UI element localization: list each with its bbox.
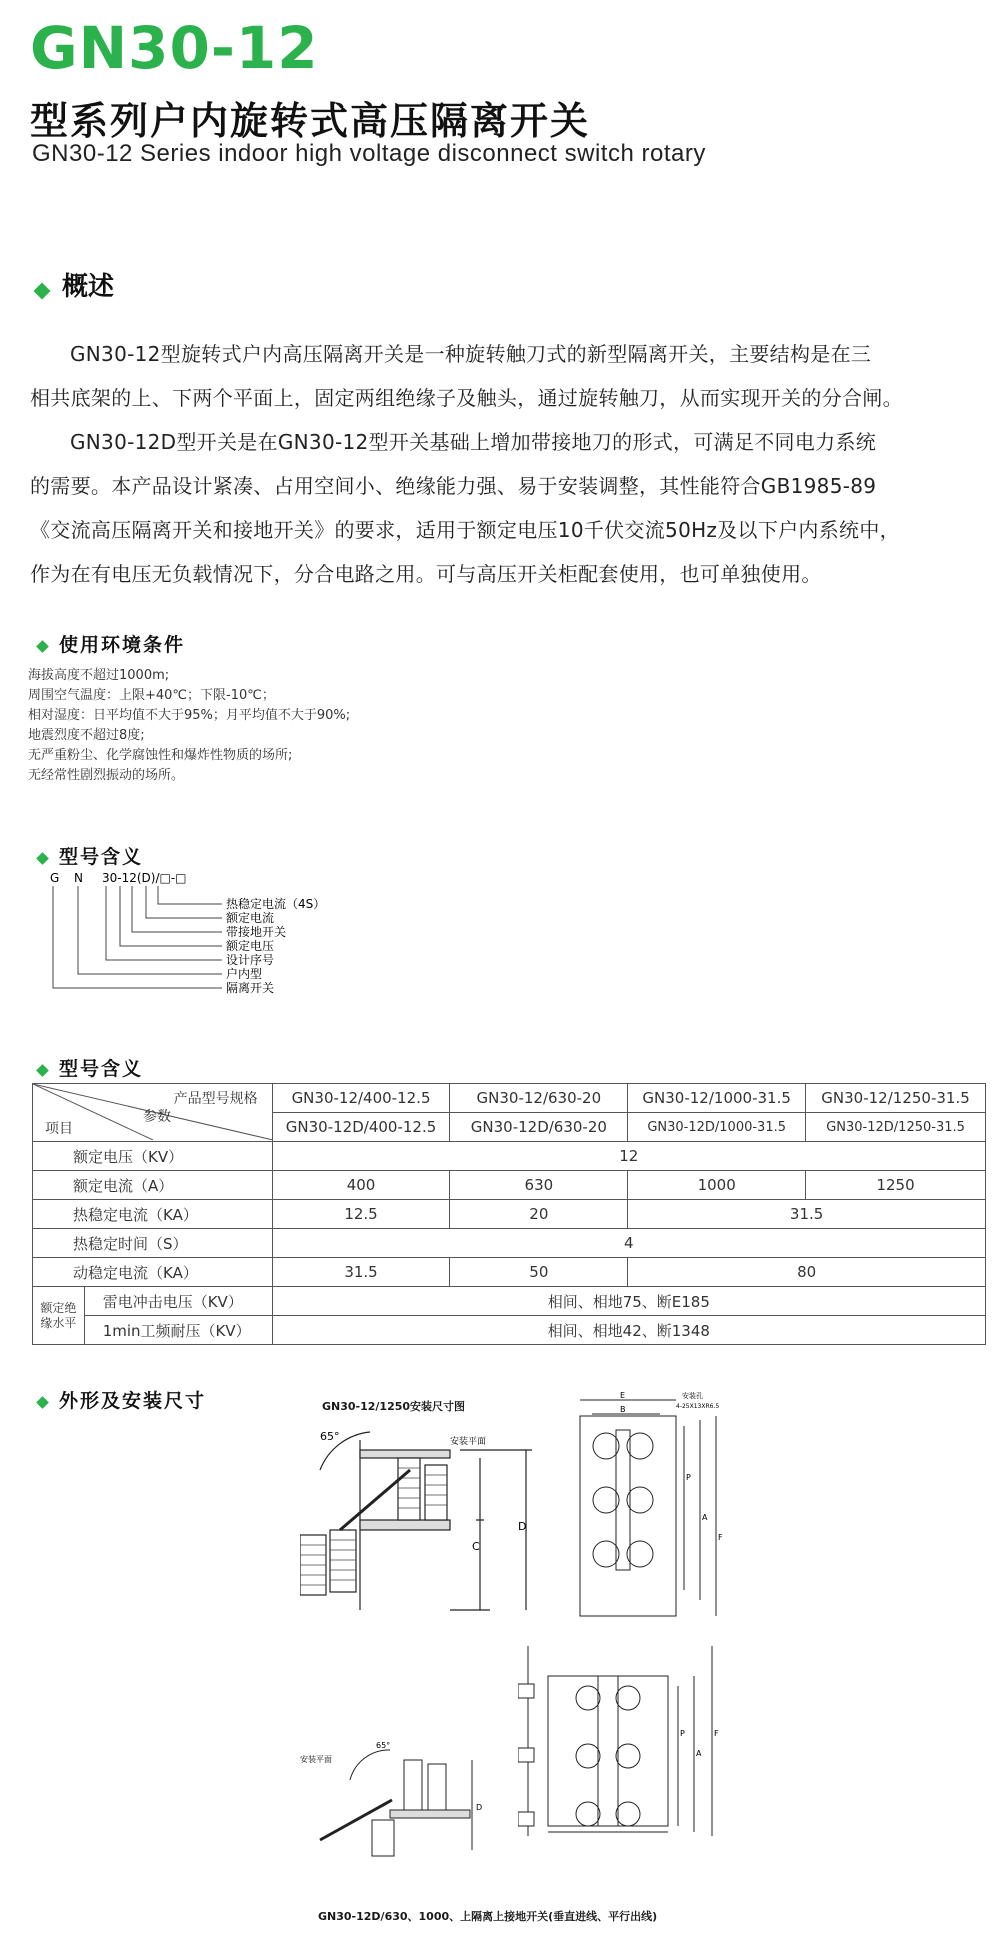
figure2-side-view: [300, 1740, 490, 1860]
mount-plane-label-2: 安装平面: [300, 1755, 332, 1764]
code-label: 户内型: [226, 967, 263, 981]
code-label: 隔离开关: [226, 981, 275, 995]
subtitle-english: GN30-12 Series indoor high voltage disconnect switch rotary: [32, 140, 706, 167]
table-group-cell: 额定绝缘水平: [33, 1287, 85, 1345]
table-row: [33, 1229, 986, 1258]
diamond-bullet-icon: [34, 282, 51, 299]
table-cell: 80: [628, 1258, 986, 1287]
table-cell: 雷电冲击电压（KV）: [84, 1287, 272, 1316]
figure1-side-view: [300, 1410, 560, 1620]
dim-letter-d: D: [518, 1520, 527, 1533]
table-cell: GN30-12/400-12.5: [272, 1084, 450, 1113]
table-cell: GN30-12/630-20: [450, 1084, 628, 1113]
code-leader-lines: [53, 886, 222, 988]
dim-letter-f: F: [718, 1533, 723, 1542]
table-cell: GN30-12/1250-31.5: [806, 1084, 986, 1113]
overview-paragraphs: [30, 332, 970, 596]
table-cell: GN30-12D/1000-31.5: [628, 1113, 806, 1142]
subtitle-chinese: 型系列户内旋转式高压隔离开关: [30, 99, 591, 143]
angle-label-2: 65°: [376, 1741, 391, 1750]
figure1-caption: GN30-12/1250安装尺寸图: [322, 1400, 466, 1413]
dim-letter-a: A: [702, 1513, 708, 1522]
table-cell: 动稳定电流（KA）: [33, 1258, 273, 1287]
code-label: 设计序号: [226, 953, 275, 967]
environment-item: 相对湿度：日平均值不大于95%；月平均值不大于90%;: [28, 708, 351, 723]
environment-item: 海拔高度不超过1000m;: [28, 668, 170, 683]
table-cell: GN30-12D/400-12.5: [272, 1113, 450, 1142]
table-cell: 12: [272, 1142, 985, 1171]
table-row: [33, 1287, 986, 1316]
overview-heading-text: 概述: [62, 272, 115, 302]
table-row: [33, 1142, 986, 1171]
dim-letter-e: E: [620, 1391, 626, 1400]
corner-product-label: 产品型号规格: [173, 1091, 258, 1107]
environment-item: 地震烈度不超过8度;: [28, 728, 145, 743]
model-code-diagram: [40, 868, 440, 1018]
table-cell: 31.5: [628, 1200, 986, 1229]
table-cell: 20: [450, 1200, 628, 1229]
table-row: [33, 1258, 986, 1287]
dimensions-heading: [38, 1386, 206, 1413]
corner-param-label: 参数: [143, 1109, 171, 1125]
table-cell: 额定电压（KV）: [33, 1142, 273, 1171]
environment-heading-text: 使用环境条件: [59, 634, 186, 656]
code-label: 带接地开关: [226, 925, 287, 939]
table-cell: 热稳定电流（KA）: [33, 1200, 273, 1229]
diamond-bullet-icon: [36, 1064, 49, 1077]
table-cell: 50: [450, 1258, 628, 1287]
hole-spec: 4-25X13XR6.5: [676, 1403, 720, 1410]
table-cell: GN30-12/1000-31.5: [628, 1084, 806, 1113]
environment-item: 无严重粉尘、化学腐蚀性和爆炸性物质的场所;: [28, 748, 293, 763]
overview-line: GN30-12型旋转式户内高压隔离开关是一种旋转触刀式的新型隔离开关，主要结构是在三: [70, 342, 872, 366]
code-label: 额定电压: [226, 939, 275, 953]
code-suffix: 30-12(D)/□-□: [102, 871, 187, 885]
table-cell: 1min工频耐压（KV）: [84, 1316, 272, 1345]
table-cell: 400: [272, 1171, 450, 1200]
table-cell: 额定电流（A）: [33, 1171, 273, 1200]
environment-list: [28, 666, 350, 786]
table-cell: GN30-12D/630-20: [450, 1113, 628, 1142]
table-row: [33, 1316, 986, 1345]
table-cell: 热稳定时间（S）: [33, 1229, 273, 1258]
angle-label: 65°: [320, 1430, 340, 1443]
dim-letter-d2: D: [476, 1803, 483, 1812]
code-letter-n: N: [74, 871, 83, 885]
code-letter-g: G: [50, 871, 60, 885]
table-cell: 31.5: [272, 1258, 450, 1287]
diamond-bullet-icon: [36, 640, 49, 653]
model-code-heading-text: 型号含义: [59, 846, 144, 868]
spec-heading-text: 型号含义: [59, 1058, 144, 1080]
spec-heading: [38, 1054, 143, 1081]
table-row: [33, 1171, 986, 1200]
dim-letter-a2: A: [696, 1749, 702, 1758]
figure2-front-view: [518, 1636, 728, 1846]
figure1-top-view: [570, 1390, 730, 1620]
table-cell: 630: [450, 1171, 628, 1200]
model-code-heading: [38, 842, 143, 869]
dim-letter-b: B: [620, 1405, 626, 1414]
corner-item-label: 项目: [45, 1121, 73, 1137]
overview-line: GN30-12D型开关是在GN30-12型开关基础上增加带接地刀的形式，可满足不同电力系统: [70, 430, 877, 454]
environment-item: 周围空气温度：上限+40℃；下限-10℃；: [28, 688, 275, 703]
dimensions-heading-text: 外形及安装尺寸: [59, 1390, 207, 1412]
model-title: GN30-12: [30, 14, 319, 82]
dim-letter-p: P: [686, 1473, 691, 1482]
mount-plane-label: 安装平面: [450, 1437, 487, 1447]
diamond-bullet-icon: [36, 852, 49, 865]
spec-table: [32, 1083, 986, 1345]
diamond-bullet-icon: [36, 1396, 49, 1409]
overview-line: 《交流高压隔离开关和接地开关》的要求，适用于额定电压10千伏交流50Hz及以下户内系统中，: [30, 518, 900, 542]
table-cell: 1250: [806, 1171, 986, 1200]
table-row: [33, 1084, 986, 1113]
table-cell: 12.5: [272, 1200, 450, 1229]
table-corner-cell: [33, 1084, 273, 1142]
table-row: [33, 1200, 986, 1229]
table-cell: 4: [272, 1229, 985, 1258]
figure2-caption: GN30-12D/630、1000、上隔离上接地开关(垂直进线、平行出线): [318, 1910, 658, 1923]
environment-heading: [38, 630, 185, 657]
dim-letter-c: C: [472, 1540, 480, 1553]
overview-line: 相共底架的上、下两个平面上，固定两组绝缘子及触头，通过旋转触刀，从而实现开关的分合闸。: [30, 386, 903, 410]
overview-line: 作为在有电压无负载情况下，分合电路之用。可与高压开关柜配套使用，也可单独使用。: [30, 562, 822, 586]
table-cell: GN30-12D/1250-31.5: [806, 1113, 986, 1142]
table-cell: 相间、相地42、断1348: [272, 1316, 985, 1345]
dim-letter-p2: P: [680, 1729, 685, 1738]
environment-item: 无经常性剧烈振动的场所。: [28, 768, 185, 783]
table-cell: 相间、相地75、断E185: [272, 1287, 985, 1316]
overview-heading: [36, 266, 114, 303]
code-label: 额定电流: [226, 911, 275, 925]
overview-line: 的需要。本产品设计紧凑、占用空间小、绝缘能力强、易于安装调整，其性能符合GB1985-89: [30, 474, 877, 498]
hole-label: 安装孔: [682, 1392, 703, 1400]
dim-letter-f2: F: [714, 1729, 719, 1738]
code-label: 热稳定电流（4S）: [226, 897, 326, 911]
table-cell: 1000: [628, 1171, 806, 1200]
